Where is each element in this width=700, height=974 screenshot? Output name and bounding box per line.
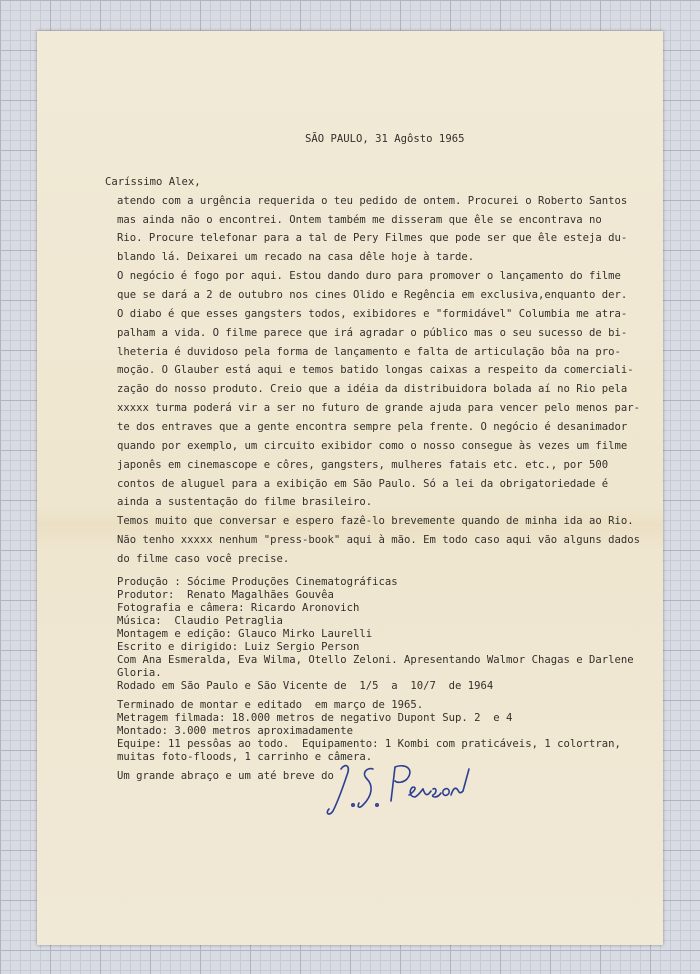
production-line: Terminado de montar e editado em março de 1965.	[117, 699, 424, 711]
production-line: Equipe: 11 pessôas ao todo. Equipamento: 1 Kombi com praticáveis, 1 colortran,	[117, 738, 621, 750]
credit-line: Produtor: Renato Magalhães Gouvêa	[117, 589, 334, 601]
body-line: ainda a sustentação do filme brasileiro.	[117, 496, 373, 508]
credit-line: Fotografia e câmera: Ricardo Aronovich	[117, 602, 360, 614]
body-line: palham a vida. O filme parece que irá agradar o público mas o seu sucesso de bi-	[117, 327, 628, 339]
letter-page	[37, 31, 663, 945]
body-line: Rio. Procure telefonar para a tal de Pery Filmes que pode ser que êle esteja du-	[117, 232, 628, 244]
body-line: moção. O Glauber está aqui e temos batido longas caixas a respeito da comerciali-	[117, 364, 634, 376]
credit-line: Gloria.	[117, 667, 162, 679]
body-line: Temos muito que conversar e espero fazê-lo brevemente quando de minha ida ao Rio.	[117, 515, 634, 527]
body-line: O negócio é fogo por aqui. Estou dando duro para promover o lançamento do filme	[117, 270, 621, 282]
production-line: Metragem filmada: 18.000 metros de negativo Dupont Sup. 2 e 4	[117, 712, 513, 724]
handwritten-signature	[323, 755, 473, 819]
body-line: xxxxx turma poderá vir a ser no futuro de grande ajuda para vencer pelo menos par-	[117, 402, 640, 414]
body-line: que se dará a 2 de outubro nos cines Olido e Regência em exclusiva,enquanto der.	[117, 289, 628, 301]
body-line: blando lá. Deixarei um recado na casa dêle hoje à tarde.	[117, 251, 475, 263]
body-line: zação do nosso produto. Creio que a idéia da distribuidora bolada aí no Rio pela	[117, 383, 628, 395]
production-line: Montado: 3.000 metros aproximadamente	[117, 725, 353, 737]
closing-line: Um grande abraço e um até breve do	[117, 770, 334, 782]
production-line: muitas foto-floods, 1 carrinho e câmera.	[117, 751, 373, 763]
body-line: quando por exemplo, um circuito exibidor como o nosso consegue às vezes um filme	[117, 440, 628, 452]
body-line: lheteria é duvidoso pela forma de lançamento e falta de articulação bôa na pro-	[117, 346, 621, 358]
body-line: atendo com a urgência requerida o teu pedido de ontem. Procurei o Roberto Santos	[117, 195, 628, 207]
body-line: do filme caso você precise.	[117, 553, 290, 565]
credit-line: Produção : Sócime Produções Cinematográficas	[117, 576, 398, 588]
credit-line: Montagem e edição: Glauco Mirko Laurelli	[117, 628, 373, 640]
body-line: te dos entraves que a gente encontra sempre pela frente. O negócio é desanimador	[117, 421, 628, 433]
body-line: O diabo é que esses gangsters todos, exibidores e "formidável" Columbia me atra-	[117, 308, 628, 320]
salutation: Caríssimo Alex,	[105, 176, 201, 188]
body-line: japonês em cinemascope e côres, gangsters, mulheres fatais etc. etc., por 500	[117, 459, 609, 471]
credit-line: Rodado em São Paulo e São Vicente de 1/5 a 10/7 de 1964	[117, 680, 494, 692]
credit-line: Escrito e dirigido: Luiz Sergio Person	[117, 641, 360, 653]
body-line: contos de aluguel para a exibição em São Paulo. Só a lei da obrigatoriedade é	[117, 478, 609, 490]
dateline: SÃO PAULO, 31 Agôsto 1965	[305, 133, 465, 145]
body-line: mas ainda não o encontrei. Ontem também me disseram que êle se encontrava no	[117, 214, 602, 226]
body-line: Não tenho xxxxx nenhum "press-book" aqui à mão. Em todo caso aqui vão alguns dados	[117, 534, 640, 546]
credit-line: Música: Claudio Petraglia	[117, 615, 283, 627]
credit-line: Com Ana Esmeralda, Eva Wilma, Otello Zeloni. Apresentando Walmor Chagas e Darlene	[117, 654, 634, 666]
